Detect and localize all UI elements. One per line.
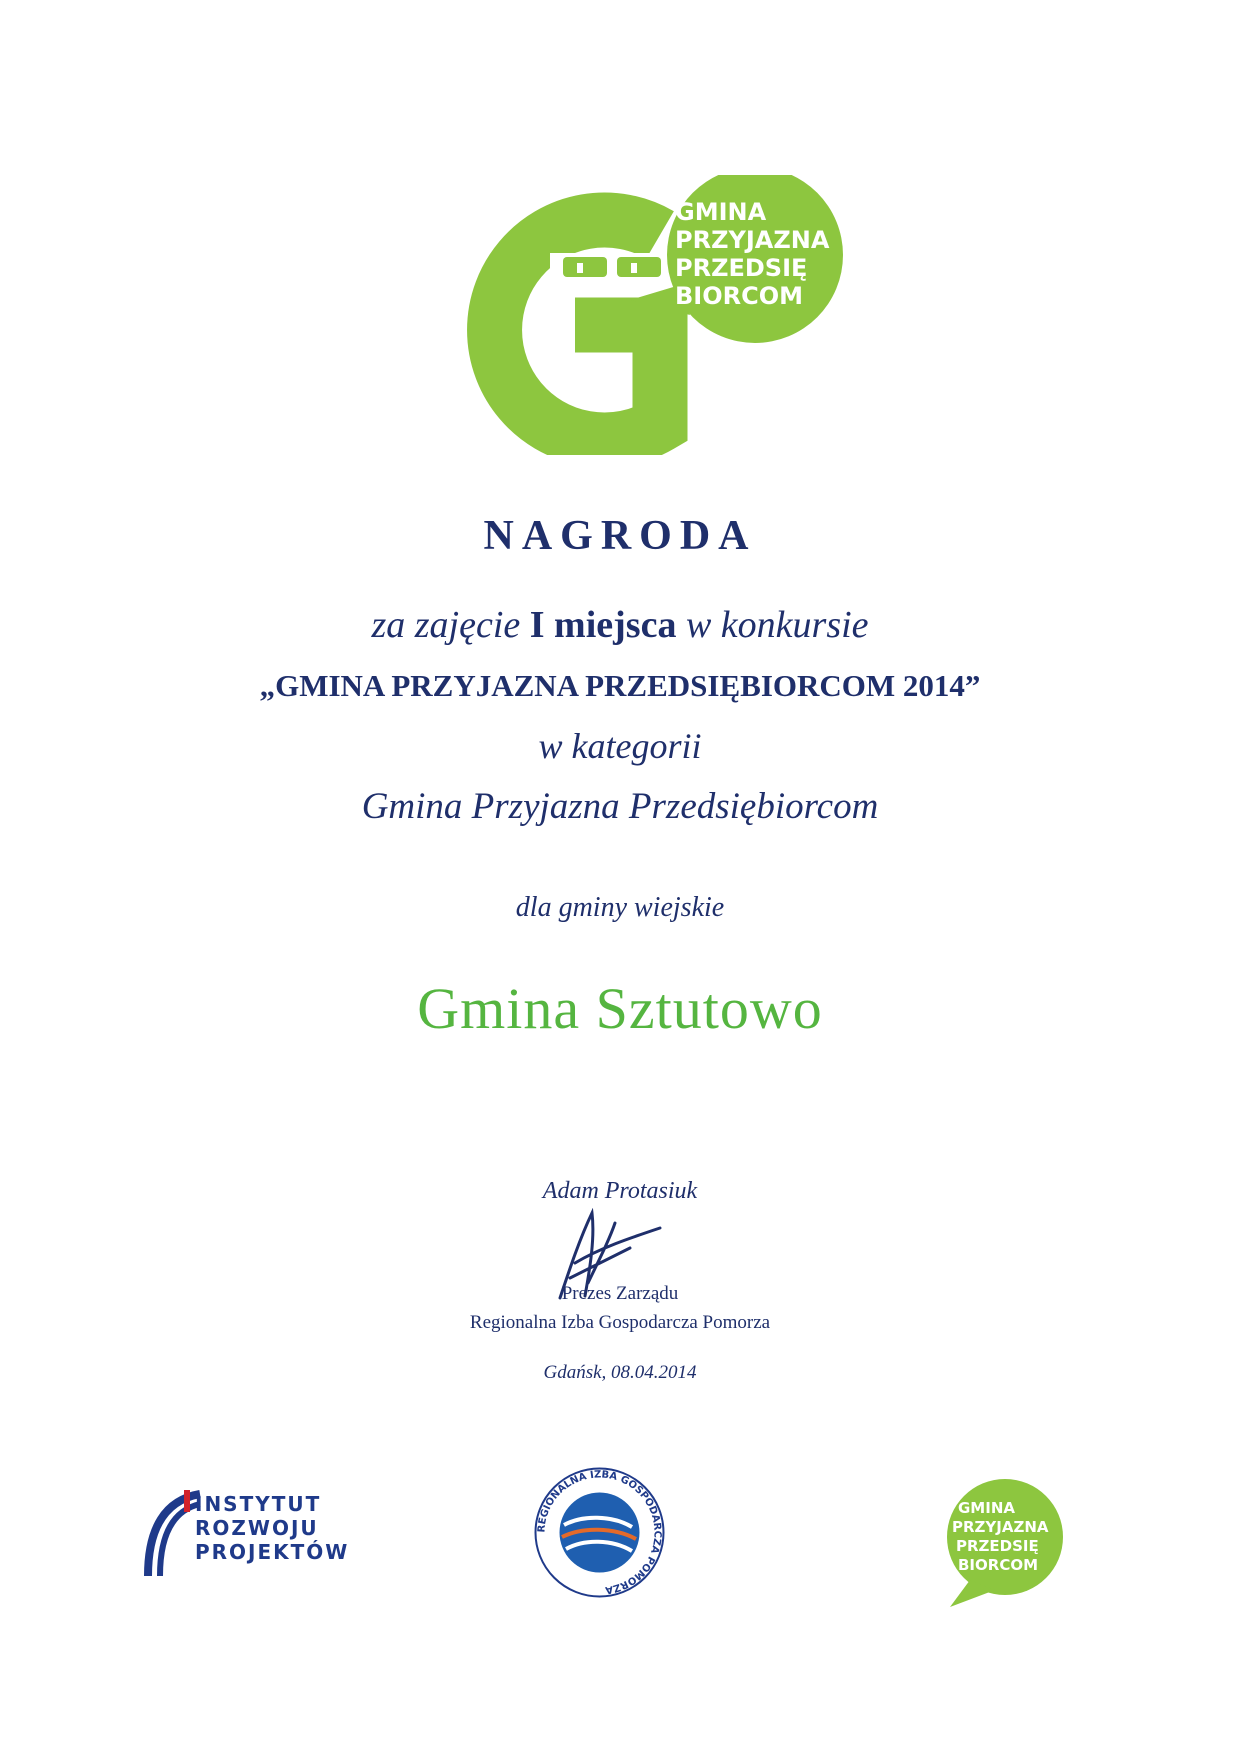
placement-rank: I miejsca xyxy=(529,604,677,646)
irp-logo-text xyxy=(195,1492,349,1564)
placement-line xyxy=(0,603,1240,647)
placement-suffix: w konkursie xyxy=(685,604,869,646)
category-intro: w kategorii xyxy=(538,726,702,766)
placement-prefix: za zajęcie xyxy=(371,604,521,646)
irp-line-1: INSTYTUT xyxy=(195,1492,322,1516)
seal-ring-text: REGIONALNA IZBA GOSPODARCZA POMORZA xyxy=(536,1469,663,1596)
municipality-type: dla gminy wiejskie xyxy=(515,892,725,923)
logo-line-4: BIORCOM xyxy=(675,282,804,310)
signer-role: Prezes Zarządu xyxy=(561,1283,679,1304)
logo-line-3: PRZEDSIĘ xyxy=(675,254,808,282)
place-and-date: Gdańsk, 08.04.2014 xyxy=(543,1362,697,1383)
contest-name: „GMINA PRZYJAZNA PRZEDSIĘBIORCOM 2014” xyxy=(259,668,981,703)
rig-pomorza-seal xyxy=(532,1465,667,1600)
gmina-przyjazna-small-logo xyxy=(940,1475,1070,1610)
award-title: NAGRODA xyxy=(483,513,757,559)
recipient-name: Gmina Sztutowo xyxy=(417,976,823,1041)
small-logo-line-4: BIORCOM xyxy=(958,1556,1039,1574)
irp-line-3: PROJEKTÓW xyxy=(195,1540,350,1564)
category-name: Gmina Przyjazna Przedsiębiorcom xyxy=(361,786,879,827)
small-logo-line-2: PRZYJAZNA xyxy=(952,1518,1049,1536)
logo-line-2: PRZYJAZNA xyxy=(675,226,830,254)
gmina-przyjazna-logo xyxy=(465,175,865,455)
signer-name: Adam Protasiuk xyxy=(542,1178,698,1204)
irp-line-2: ROZWOJU xyxy=(195,1516,319,1540)
signer-organization: Regionalna Izba Gospodarcza Pomorza xyxy=(469,1312,771,1333)
small-logo-line-1: GMINA xyxy=(958,1499,1015,1517)
logo-line-1: GMINA xyxy=(675,198,767,226)
small-logo-line-3: PRZEDSIĘ xyxy=(956,1537,1039,1555)
